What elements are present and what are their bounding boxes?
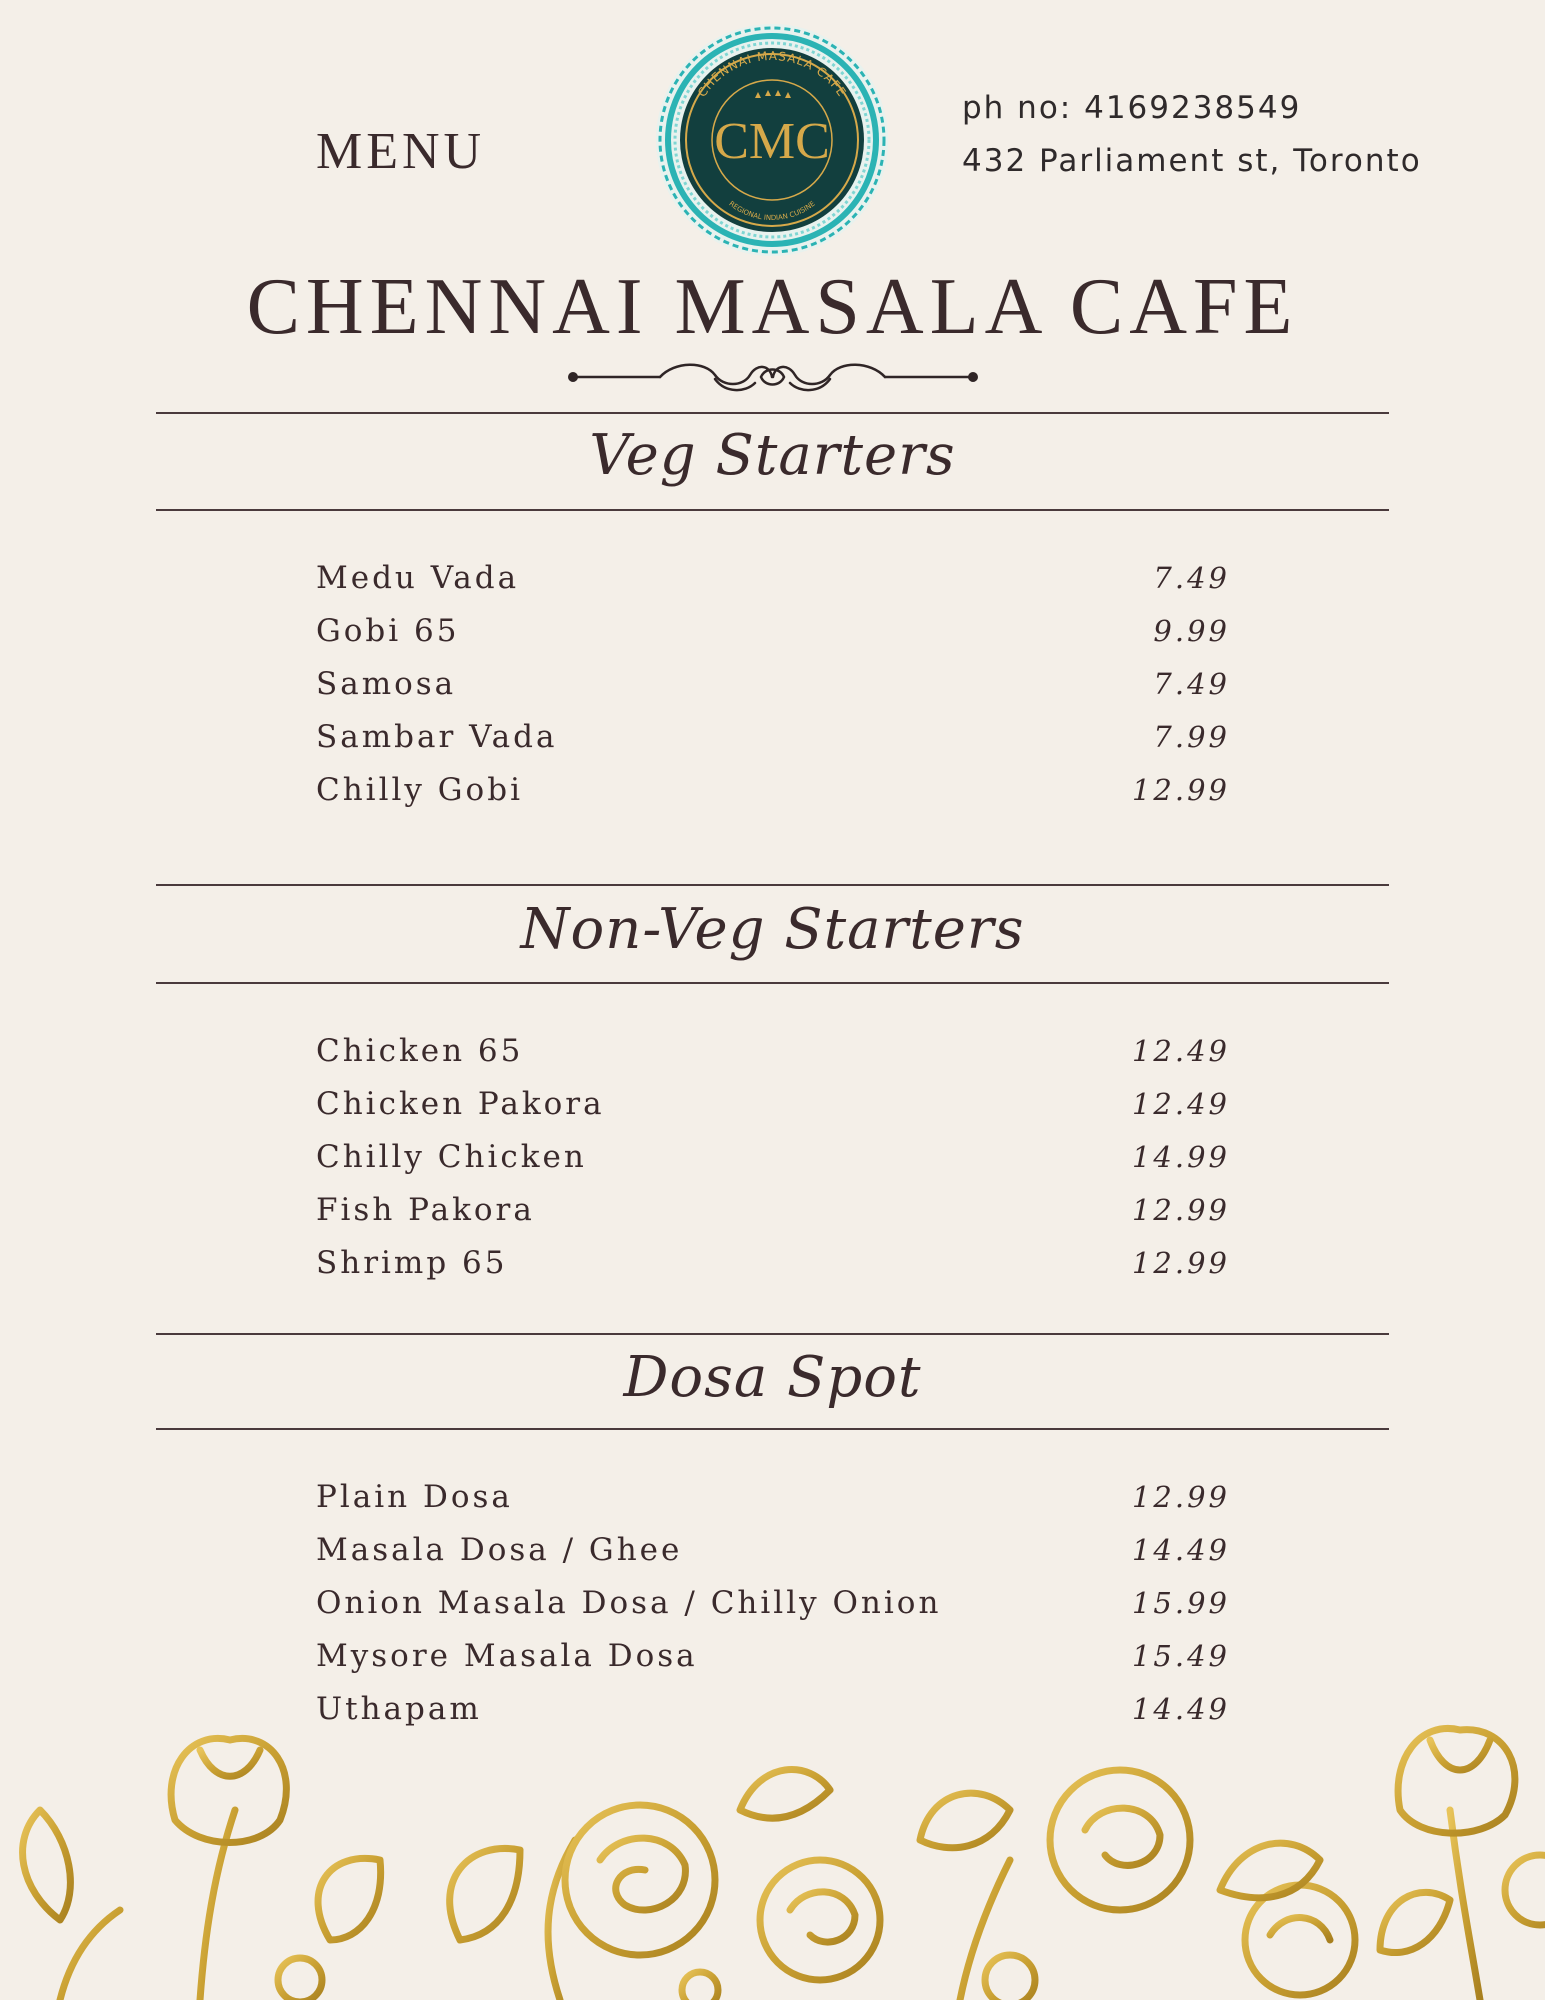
item-price: 15.49 bbox=[1131, 1638, 1230, 1673]
gold-floral-border-icon bbox=[0, 1690, 1545, 2000]
item-name: Chicken Pakora bbox=[316, 1085, 605, 1122]
item-price: 14.49 bbox=[1131, 1532, 1230, 1567]
item-price: 7.49 bbox=[1153, 666, 1230, 701]
section-rule-top bbox=[156, 884, 1389, 886]
item-name: Samosa bbox=[316, 665, 457, 702]
item-name: Uthapam bbox=[316, 1690, 482, 1727]
list-item bbox=[316, 1523, 1230, 1576]
item-price: 12.99 bbox=[1131, 1245, 1230, 1280]
list-item bbox=[316, 551, 1230, 604]
item-price: 12.49 bbox=[1131, 1033, 1230, 1068]
restaurant-title: CHENNAI MASALA CAFE bbox=[246, 263, 1299, 351]
address: 432 Parliament st, Toronto bbox=[962, 143, 1422, 179]
logo-ring-text: CHENNAI MASALA CAFE bbox=[694, 48, 850, 100]
flourish-divider-icon bbox=[565, 355, 980, 400]
section-rule-bottom bbox=[156, 1428, 1389, 1430]
item-price: 7.49 bbox=[1153, 560, 1230, 595]
item-name: Sambar Vada bbox=[316, 718, 558, 755]
item-price: 14.99 bbox=[1131, 1139, 1230, 1174]
item-price: 12.99 bbox=[1131, 1192, 1230, 1227]
list-item bbox=[316, 1470, 1230, 1523]
item-name: Medu Vada bbox=[316, 559, 520, 596]
veg-starters-list bbox=[316, 551, 1230, 816]
item-name: Plain Dosa bbox=[316, 1478, 513, 1515]
item-price: 12.49 bbox=[1131, 1086, 1230, 1121]
section-rule-bottom bbox=[156, 982, 1389, 984]
item-price: 14.49 bbox=[1131, 1691, 1230, 1726]
item-price: 12.99 bbox=[1131, 1479, 1230, 1514]
list-item bbox=[316, 657, 1230, 710]
item-name: Masala Dosa / Ghee bbox=[316, 1531, 683, 1568]
logo-bottom-text: REGIONAL INDIAN CUISINE bbox=[727, 199, 817, 223]
item-price: 12.99 bbox=[1131, 772, 1230, 807]
section-rule-top bbox=[156, 412, 1389, 414]
section-rule-bottom bbox=[156, 509, 1389, 511]
item-name: Fish Pakora bbox=[316, 1191, 535, 1228]
cafe-logo-icon bbox=[652, 20, 892, 260]
list-item bbox=[316, 1576, 1230, 1629]
list-item bbox=[316, 710, 1230, 763]
section-title-veg-starters: Veg Starters bbox=[589, 423, 956, 488]
list-item bbox=[316, 1024, 1230, 1077]
menu-label: MENU bbox=[316, 123, 486, 180]
list-item bbox=[316, 1130, 1230, 1183]
item-name: Chilly Chicken bbox=[316, 1138, 587, 1175]
list-item bbox=[316, 1629, 1230, 1682]
item-name: Chilly Gobi bbox=[316, 771, 523, 808]
list-item bbox=[316, 763, 1230, 816]
list-item bbox=[316, 604, 1230, 657]
item-name: Shrimp 65 bbox=[316, 1244, 508, 1281]
list-item bbox=[316, 1236, 1230, 1289]
list-item bbox=[316, 1077, 1230, 1130]
non-veg-starters-list bbox=[316, 1024, 1230, 1289]
section-title-non-veg-starters: Non-Veg Starters bbox=[520, 897, 1025, 962]
item-name: Mysore Masala Dosa bbox=[316, 1637, 698, 1674]
item-price: 9.99 bbox=[1153, 613, 1230, 648]
item-price: 15.99 bbox=[1131, 1585, 1230, 1620]
list-item bbox=[316, 1183, 1230, 1236]
item-name: Gobi 65 bbox=[316, 612, 460, 649]
phone-number: ph no: 4169238549 bbox=[962, 90, 1302, 126]
section-rule-top bbox=[156, 1333, 1389, 1335]
item-name: Onion Masala Dosa / Chilly Onion bbox=[316, 1584, 942, 1621]
item-name: Chicken 65 bbox=[316, 1032, 524, 1069]
section-title-dosa-spot: Dosa Spot bbox=[623, 1345, 922, 1410]
logo-monogram: CMC bbox=[714, 113, 830, 170]
item-price: 7.99 bbox=[1153, 719, 1230, 754]
